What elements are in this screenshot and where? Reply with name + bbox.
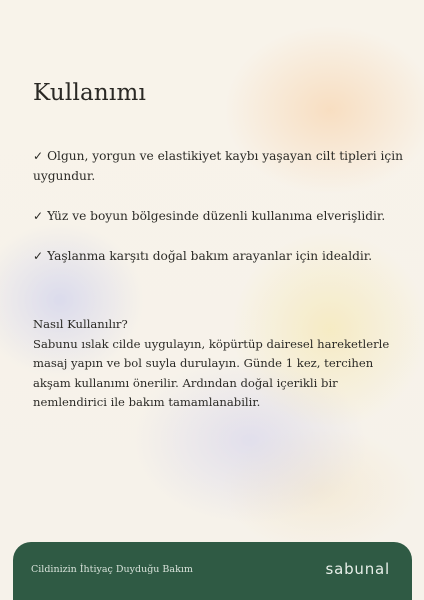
check-icon: ✓ bbox=[33, 209, 44, 223]
list-item bbox=[33, 146, 403, 186]
list-item bbox=[33, 206, 403, 226]
usage-section bbox=[33, 315, 393, 413]
benefit-text: Olgun, yorgun ve elastikiyet kaybı yaşayan cilt tipleri için uygundur. bbox=[33, 149, 403, 183]
usage-heading: Nasıl Kullanılır? bbox=[33, 317, 128, 331]
brand-logo: sabunal bbox=[325, 560, 390, 578]
check-icon: ✓ bbox=[33, 249, 44, 263]
page-title: Kullanımı bbox=[33, 80, 147, 106]
check-icon: ✓ bbox=[33, 149, 44, 163]
footer-banner bbox=[13, 542, 412, 600]
benefit-text: Yüz ve boyun bölgesinde düzenli kullanıma elverişlidir. bbox=[47, 209, 386, 223]
footer-tagline: Cildinizin İhtiyaç Duyduğu Bakım bbox=[31, 564, 193, 575]
benefit-list bbox=[33, 146, 403, 286]
list-item bbox=[33, 246, 403, 266]
benefit-text: Yaşlanma karşıtı doğal bakım arayanlar için idealdir. bbox=[47, 249, 373, 263]
usage-body: Sabunu ıslak cilde uygulayın, köpürtüp dairesel hareketlerle masaj yapın ve bol suyla durulayın. Günde 1 kez, tercihen akşam kullanımı önerilir. Ardından doğal içerikli bir nemlendirici ile bakım tamamlanabilir. bbox=[33, 336, 390, 409]
